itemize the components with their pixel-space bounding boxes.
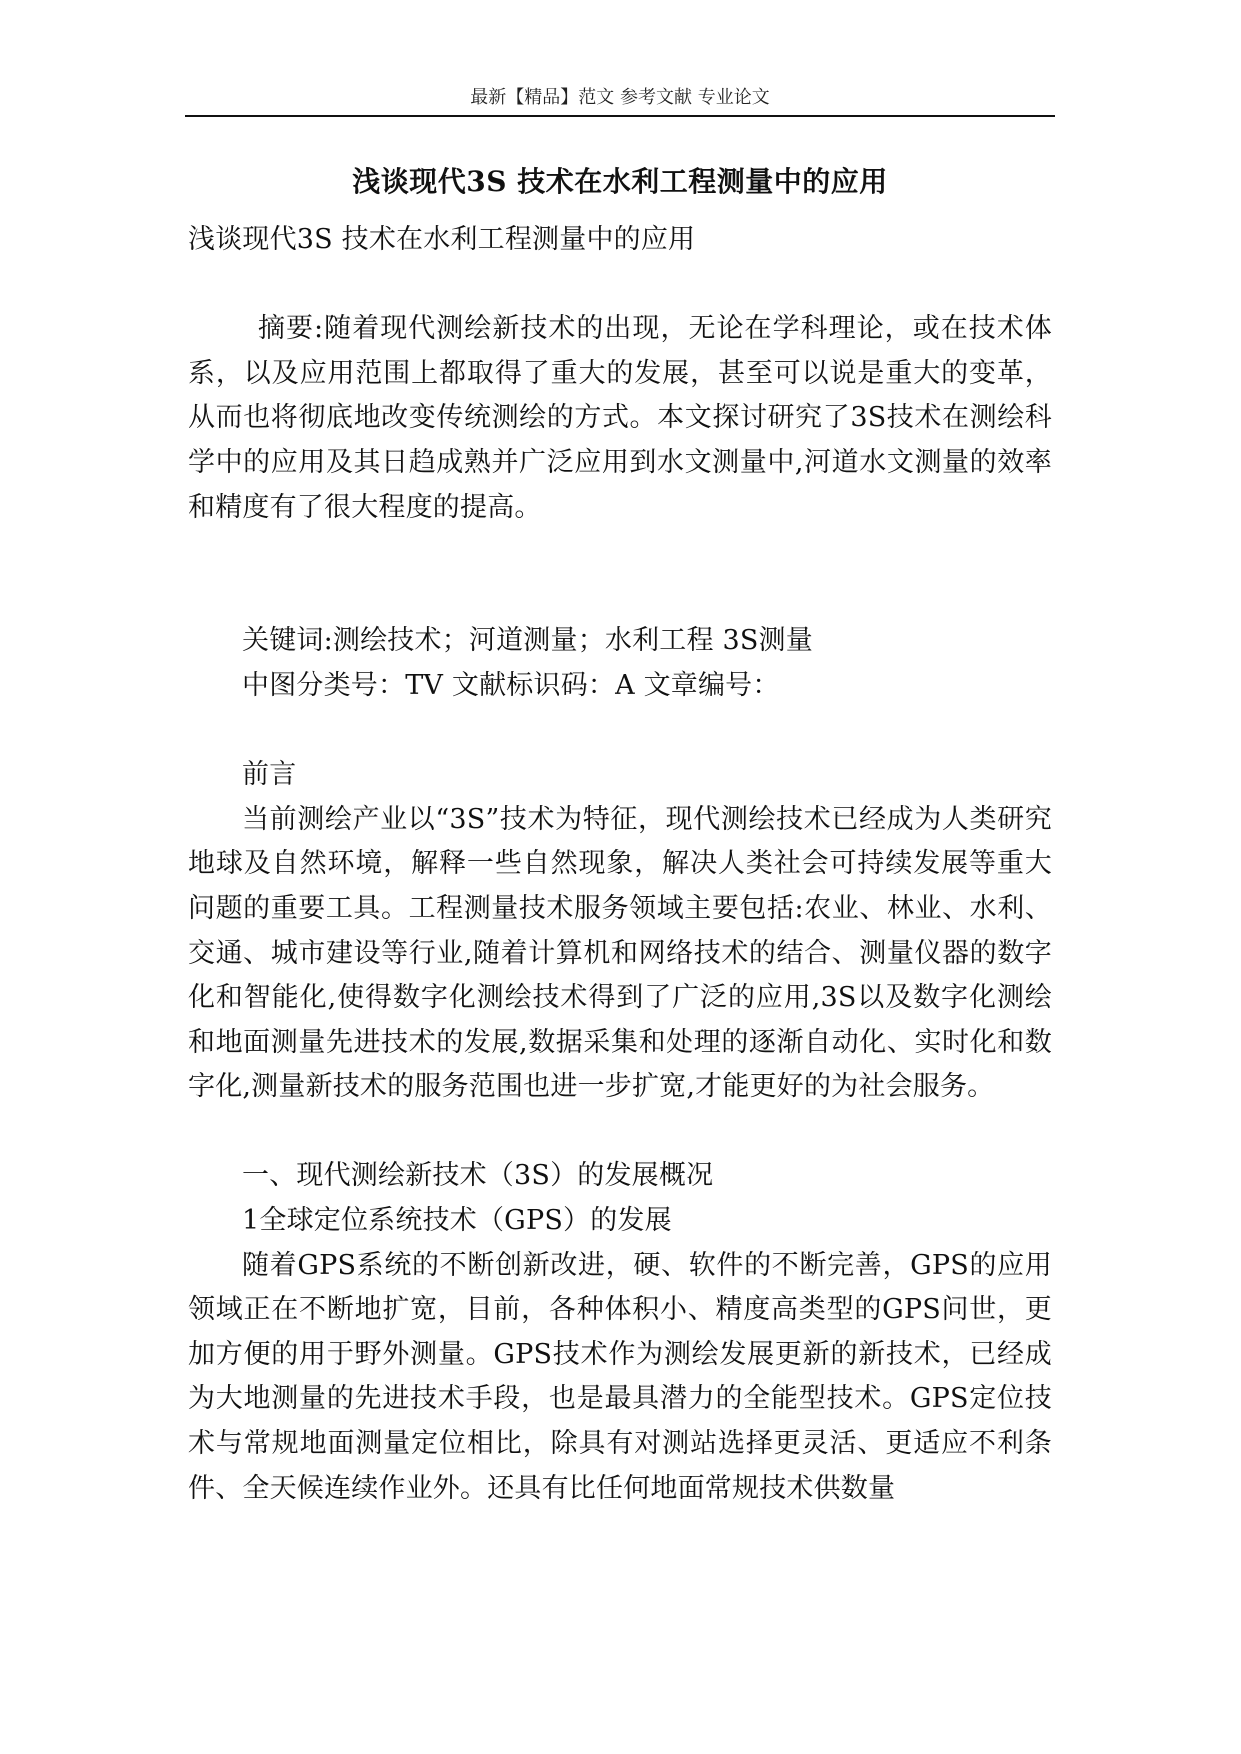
abstract-paragraph: 摘要:随着现代测绘新技术的出现，无论在学科理论，或在技术体系，以及应用范围上都取得了重大的发展，甚至可以说是重大的变革，从而也将彻底地改变传统测绘的方式。本文探讨研究了3S技术在测绘科学中的应用及其日趋成熟并广泛应用到水文测量中,河道水文测量的效率和精度有了很大程度的提高。 <box>188 313 1052 523</box>
spacer <box>188 530 1052 619</box>
header-divider <box>185 115 1055 117</box>
spacer <box>188 263 1052 308</box>
classification-line: 中图分类号：TV 文献标识码：A 文章编号： <box>242 669 780 701</box>
preface-heading: 前言 <box>242 759 297 791</box>
document-title: 浅谈现代3S 技术在水利工程测量中的应用 <box>352 165 888 198</box>
gps-paragraph: 随着GPS系统的不断创新改进，硬、软件的不断完善，GPS的应用领域正在不断地扩宽，目前，各种体积小、精度高类型的GPS问世，更加方便的用于野外测量。GPS技术作为测绘发展更新的新技术，已经成为大地测量的先进技术手段，也是最具潜力的全能型技术。GPS定位技术与常规地面测量定位相比，除具有对测站选择更灵活、更适应不利条件、全天候连续作业外。还具有比任何地面常规技术供数量 <box>188 1249 1052 1504</box>
page-header: 最新【精品】范文 参考文献 专业论文 <box>470 87 770 108</box>
document-body <box>188 218 1052 1511</box>
subsection-heading: 1全球定位系统技术（GPS）的发展 <box>242 1205 672 1237</box>
keywords-line: 关键词:测绘技术；河道测量；水利工程 3S测量 <box>242 625 813 657</box>
preface-paragraph: 当前测绘产业以“3S”技术为特征，现代测绘技术已经成为人类研究地球及自然环境，解释一些自然现象，解决人类社会可持续发展等重大问题的重要工具。工程测量技术服务领域主要包括:农业、林业、水利、交通、城市建设等行业,随着计算机和网络技术的结合、测量仪器的数字化和智能化,使得数字化测绘技术得到了广泛的应用,3S以及数字化测绘和地面测量先进技术的发展,数据采集和处理的逐渐自动化、实时化和数字化,测量新技术的服务范围也进一步扩宽,才能更好的为社会服务。 <box>188 803 1052 1103</box>
subtitle-line: 浅谈现代3S 技术在水利工程测量中的应用 <box>188 224 696 255</box>
spacer <box>188 709 1052 754</box>
section-heading: 一、现代测绘新技术（3S）的发展概况 <box>242 1160 714 1192</box>
spacer <box>188 1110 1052 1155</box>
